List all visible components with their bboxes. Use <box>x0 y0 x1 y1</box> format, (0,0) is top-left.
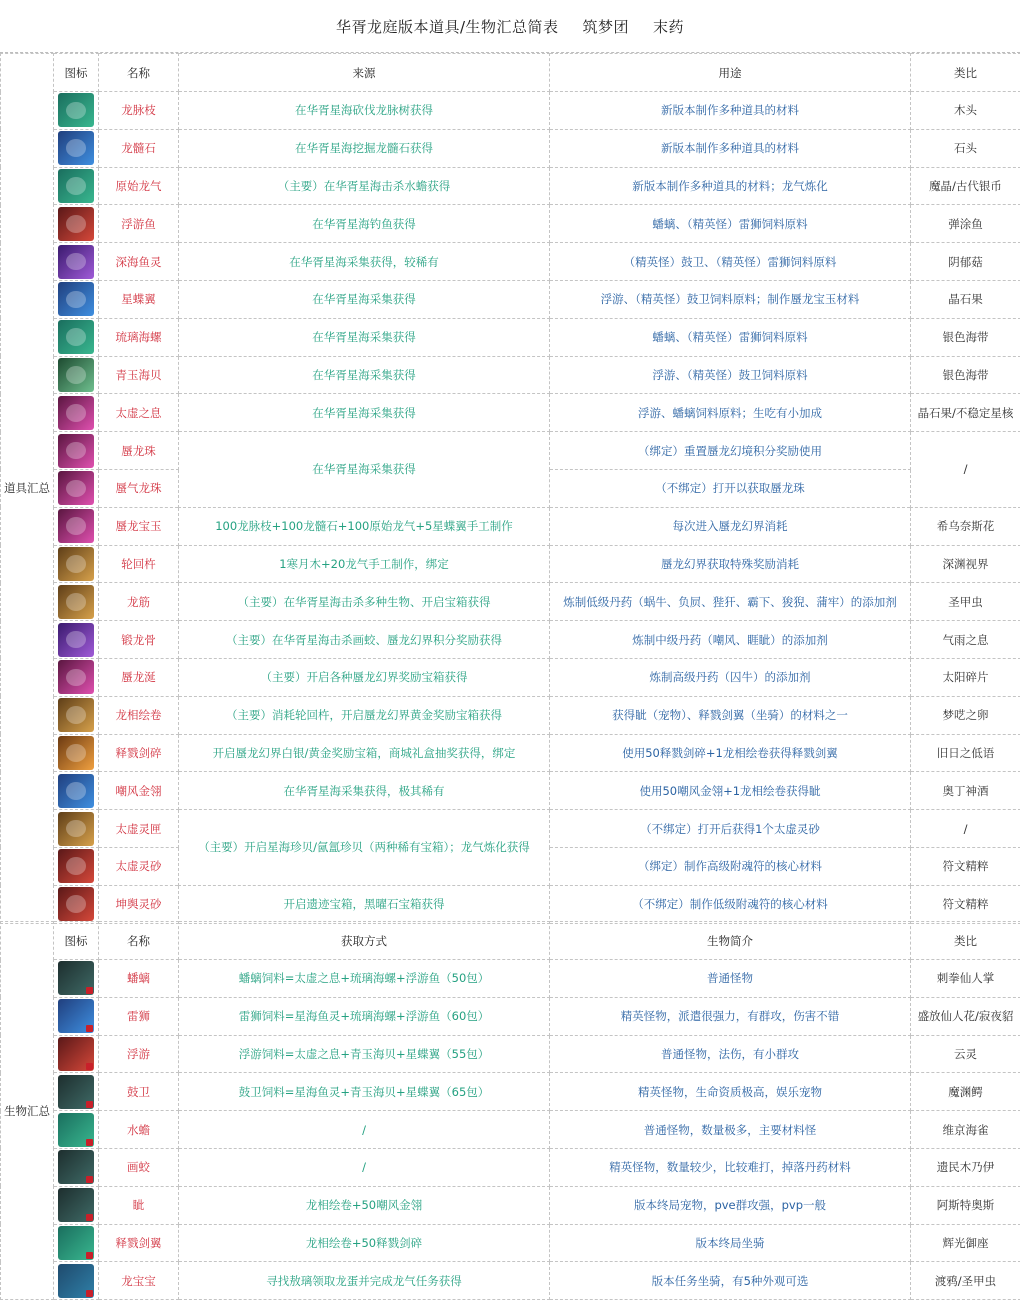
row-name: 太虚灵匣 <box>99 810 179 848</box>
row-source: / <box>179 1148 550 1186</box>
icon-cell <box>54 997 99 1035</box>
row-source: 在华胥星海钓鱼获得 <box>179 205 550 243</box>
creature-row <box>1 1224 1020 1262</box>
row-use: 精英怪物，生命资质极高，娱乐宠物 <box>550 1073 911 1111</box>
row-name: 释戮剑碎 <box>99 734 179 772</box>
row-source: 龙相绘卷+50释戮剑碎 <box>179 1224 550 1262</box>
row-category: 弹涂鱼 <box>911 205 1020 243</box>
row-source: 龙相绘卷+50嘲风金翎 <box>179 1186 550 1224</box>
row-use: （绑定）重置蜃龙幻境积分奖励使用 <box>550 432 911 470</box>
column-header-name: 名称 <box>99 922 179 960</box>
item-row <box>1 205 1020 243</box>
row-category: 符文精粹 <box>911 885 1020 923</box>
row-source: （主要）在华胥星海击杀多种生物、开启宝箱获得 <box>179 583 550 621</box>
item-row <box>1 658 1020 696</box>
tendon-icon <box>58 585 94 619</box>
row-name: 鼓卫 <box>99 1073 179 1111</box>
section-label: 道具汇总 <box>1 54 54 924</box>
column-header-use: 生物简介 <box>550 922 911 960</box>
branch-icon <box>58 93 94 127</box>
row-use: 炼制低级丹药（蜗牛、负屃、狴犴、霸下、狻猊、蒲牢）的添加剂 <box>550 583 911 621</box>
item-row <box>1 810 1020 848</box>
row-use: 精英怪物，派遣很强力，有群攻，伤害不错 <box>550 997 911 1035</box>
icon-cell <box>54 469 99 507</box>
fish-spirit-icon <box>58 245 94 279</box>
row-category: 辉光御座 <box>911 1224 1020 1262</box>
icon-cell <box>54 243 99 281</box>
row-name: 龙脉枝 <box>99 92 179 130</box>
row-use: 精英怪物，数量较少，比较难打，掉落丹药材料 <box>550 1148 911 1186</box>
row-source: 在华胥星海采集获得 <box>179 394 550 432</box>
item-row <box>1 432 1020 470</box>
row-name: 释戮剑翼 <box>99 1224 179 1262</box>
row-name: 星蝶翼 <box>99 280 179 318</box>
row-category: 银色海带 <box>911 356 1020 394</box>
item-row <box>1 129 1020 167</box>
row-use: 蟠螭、（精英怪）雷狮饲料原料 <box>550 205 911 243</box>
icon-cell <box>54 1073 99 1111</box>
row-category: 太阳碎片 <box>911 658 1020 696</box>
row-use: 浮游、蟠螭饲料原料；生吃有小加成 <box>550 394 911 432</box>
spirit-sand-icon <box>58 849 94 883</box>
row-use: 普通怪物，法伤，有小群攻 <box>550 1035 911 1073</box>
row-name: 雷狮 <box>99 997 179 1035</box>
item-row <box>1 167 1020 205</box>
creature-row <box>1 1148 1020 1186</box>
row-source: （主要）开启星海珍贝/氤氲珍贝（两种稀有宝箱）；龙气炼化获得 <box>179 810 550 886</box>
table-title: 华胥龙庭版本道具/生物汇总简表 <box>335 17 559 36</box>
icon-cell <box>54 280 99 318</box>
icon-cell <box>54 1262 99 1300</box>
icon-cell <box>54 621 99 659</box>
row-category: 旧日之低语 <box>911 734 1020 772</box>
page-title <box>0 0 1020 53</box>
row-category: 圣甲虫 <box>911 583 1020 621</box>
floater-icon <box>58 1037 94 1071</box>
butterfly-wing-icon <box>58 282 94 316</box>
icon-cell <box>54 167 99 205</box>
section-label: 生物汇总 <box>1 922 54 1300</box>
row-category: 深渊视界 <box>911 545 1020 583</box>
row-source: 在华胥星海采集获得，极其稀有 <box>179 772 550 810</box>
thunder-lion-icon <box>58 999 94 1033</box>
row-name: 龙髓石 <box>99 129 179 167</box>
row-category: 晶石果 <box>911 280 1020 318</box>
icon-cell <box>54 696 99 734</box>
row-category: 刺拳仙人掌 <box>911 960 1020 998</box>
sword-wing-icon <box>58 1226 94 1260</box>
row-use: 炼制中级丹药（嘲风、睚眦）的添加剂 <box>550 621 911 659</box>
row-use: 版本终局宠物，pve群攻强，pvp一般 <box>550 1186 911 1224</box>
row-name: 太虚灵砂 <box>99 847 179 885</box>
row-name: 画蛟 <box>99 1148 179 1186</box>
row-category: 银色海带 <box>911 318 1020 356</box>
item-row <box>1 621 1020 659</box>
row-name: 坤舆灵砂 <box>99 885 179 923</box>
creature-row <box>1 1186 1020 1224</box>
icon-cell <box>54 847 99 885</box>
icon-cell <box>54 960 99 998</box>
item-row <box>1 356 1020 394</box>
earth-sand-icon <box>58 887 94 921</box>
row-use: 版本任务坐骑，有5种外观可选 <box>550 1262 911 1300</box>
row-name: 浮游鱼 <box>99 205 179 243</box>
row-use: 获得眦（宠物）、释戮剑翼（坐骑）的材料之一 <box>550 696 911 734</box>
items-table <box>0 53 1020 924</box>
creature-row <box>1 1262 1020 1300</box>
creature-row <box>1 1073 1020 1111</box>
icon-cell <box>54 1148 99 1186</box>
column-header-use: 用途 <box>550 54 911 92</box>
row-name: 锻龙骨 <box>99 621 179 659</box>
creature-row <box>1 960 1020 998</box>
dragon-qi-icon <box>58 169 94 203</box>
row-category: / <box>911 432 1020 508</box>
drum-guard-icon <box>58 1075 94 1109</box>
row-use: （不绑定）制作低级附魂符的核心材料 <box>550 885 911 923</box>
row-use: 普通怪物 <box>550 960 911 998</box>
row-use: （绑定）制作高级附魂符的核心材料 <box>550 847 911 885</box>
orb-icon <box>58 396 94 430</box>
row-name: 深海鱼灵 <box>99 243 179 281</box>
row-category: 希乌奈斯花 <box>911 507 1020 545</box>
row-use: 浮游、（精英怪）鼓卫饲料原料 <box>550 356 911 394</box>
zi-icon <box>58 1188 94 1222</box>
row-use: 新版本制作多种道具的材料 <box>550 129 911 167</box>
icon-cell <box>54 507 99 545</box>
row-name: 龙筋 <box>99 583 179 621</box>
item-row <box>1 243 1020 281</box>
row-source: （主要）在华胥星海击杀水蟾获得 <box>179 167 550 205</box>
item-row <box>1 583 1020 621</box>
row-use: 普通怪物，数量极多，主要材料怪 <box>550 1111 911 1149</box>
baby-dragon-icon <box>58 1264 94 1298</box>
icon-cell <box>54 356 99 394</box>
row-source: 开启遗迹宝箱，黑曜石宝箱获得 <box>179 885 550 923</box>
row-name: 琉璃海螺 <box>99 318 179 356</box>
row-source: / <box>179 1111 550 1149</box>
row-use: （不绑定）打开以获取蜃龙珠 <box>550 469 911 507</box>
pearl-icon <box>58 434 94 468</box>
row-use: 浮游、（精英怪）鼓卫饲料原料；制作蜃龙宝玉材料 <box>550 280 911 318</box>
mirage-pearl-icon <box>58 471 94 505</box>
row-name: 嘲风金翎 <box>99 772 179 810</box>
icon-cell <box>54 129 99 167</box>
shell-icon <box>58 358 94 392</box>
row-use: 版本终局坐骑 <box>550 1224 911 1262</box>
item-row <box>1 696 1020 734</box>
pestle-icon <box>58 547 94 581</box>
water-toad-icon <box>58 1113 94 1147</box>
box-icon <box>58 812 94 846</box>
row-source: 在华胥星海砍伐龙脉树获得 <box>179 92 550 130</box>
row-source: 在华胥星海采集获得 <box>179 318 550 356</box>
row-source: 在华胥星海挖掘龙髓石获得 <box>179 129 550 167</box>
row-use: 使用50释戮剑碎+1龙相绘卷获得释戮剑翼 <box>550 734 911 772</box>
row-category: 魔晶/古代银币 <box>911 167 1020 205</box>
saliva-icon <box>58 660 94 694</box>
scroll-icon <box>58 698 94 732</box>
row-use: 新版本制作多种道具的材料；龙气炼化 <box>550 167 911 205</box>
bone-icon <box>58 623 94 657</box>
icon-cell <box>54 92 99 130</box>
row-category: 阿斯特奥斯 <box>911 1186 1020 1224</box>
item-row <box>1 318 1020 356</box>
row-name: 蜃龙珠 <box>99 432 179 470</box>
row-category: 奥丁神酒 <box>911 772 1020 810</box>
row-source: 蟠螭饲料=太虚之息+琉璃海螺+浮游鱼（50包） <box>179 960 550 998</box>
row-source: 雷狮饲料=星海鱼灵+琉璃海螺+浮游鱼（60包） <box>179 997 550 1035</box>
creature-row <box>1 1035 1020 1073</box>
row-use: （精英怪）鼓卫、（精英怪）雷狮饲料原料 <box>550 243 911 281</box>
icon-cell <box>54 1186 99 1224</box>
icon-cell <box>54 658 99 696</box>
creature-row <box>1 997 1020 1035</box>
row-category: 维京海雀 <box>911 1111 1020 1149</box>
row-source: 浮游饲料=太虚之息+青玉海贝+星蝶翼（55包） <box>179 1035 550 1073</box>
painted-jiao-icon <box>58 1150 94 1184</box>
row-name: 浮游 <box>99 1035 179 1073</box>
row-source: 在华胥星海采集获得 <box>179 432 550 508</box>
row-name: 龙宝宝 <box>99 1262 179 1300</box>
icon-cell <box>54 394 99 432</box>
row-source: 在华胥星海采集获得 <box>179 280 550 318</box>
row-use: （不绑定）打开后获得1个太虚灵砂 <box>550 810 911 848</box>
row-category: 气雨之息 <box>911 621 1020 659</box>
row-source: （主要）消耗轮回杵，开启蜃龙幻界黄金奖励宝箱获得 <box>179 696 550 734</box>
row-source: 寻找敖璃领取龙蛋并完成龙气任务获得 <box>179 1262 550 1300</box>
row-use: 每次进入蜃龙幻界消耗 <box>550 507 911 545</box>
row-name: 水蟾 <box>99 1111 179 1149</box>
row-name: 原始龙气 <box>99 167 179 205</box>
row-use: 新版本制作多种道具的材料 <box>550 92 911 130</box>
icon-cell <box>54 205 99 243</box>
column-header-source: 来源 <box>179 54 550 92</box>
row-category: 晶石果/不稳定星核 <box>911 394 1020 432</box>
row-category: 盛放仙人花/寂夜貂 <box>911 997 1020 1035</box>
row-category: 阴郁菇 <box>911 243 1020 281</box>
row-source: 在华胥星海采集获得 <box>179 356 550 394</box>
column-header-category: 类比 <box>911 54 1020 92</box>
row-category: 遗民木乃伊 <box>911 1148 1020 1186</box>
item-row <box>1 394 1020 432</box>
column-header-category: 类比 <box>911 922 1020 960</box>
row-category: 渡鸦/圣甲虫 <box>911 1262 1020 1300</box>
author-name: 末药 <box>653 17 685 36</box>
row-category: 石头 <box>911 129 1020 167</box>
row-name: 轮回杵 <box>99 545 179 583</box>
group-name: 筑梦团 <box>582 17 630 36</box>
item-row <box>1 280 1020 318</box>
row-use: 蟠螭、（精英怪）雷狮饲料原料 <box>550 318 911 356</box>
icon-cell <box>54 545 99 583</box>
row-name: 蜃龙宝玉 <box>99 507 179 545</box>
item-row <box>1 545 1020 583</box>
item-row <box>1 507 1020 545</box>
item-row <box>1 734 1020 772</box>
icon-cell <box>54 318 99 356</box>
column-header-source: 获取方式 <box>179 922 550 960</box>
row-name: 青玉海贝 <box>99 356 179 394</box>
column-header-name: 名称 <box>99 54 179 92</box>
icon-cell <box>54 734 99 772</box>
fish-icon <box>58 207 94 241</box>
creatures-table <box>0 921 1020 1300</box>
icon-cell <box>54 583 99 621</box>
column-header-icon: 图标 <box>54 922 99 960</box>
item-row <box>1 885 1020 923</box>
row-name: 龙相绘卷 <box>99 696 179 734</box>
icon-cell <box>54 1035 99 1073</box>
row-source: 开启蜃龙幻界白银/黄金奖励宝箱，商城礼盒抽奖获得，绑定 <box>179 734 550 772</box>
sword-shard-icon <box>58 736 94 770</box>
icon-cell <box>54 1111 99 1149</box>
row-category: 木头 <box>911 92 1020 130</box>
row-category: 符文精粹 <box>911 847 1020 885</box>
icon-cell <box>54 810 99 848</box>
row-use: 使用50嘲风金翎+1龙相绘卷获得眦 <box>550 772 911 810</box>
row-source: 在华胥星海采集获得，较稀有 <box>179 243 550 281</box>
crystal-icon <box>58 131 94 165</box>
panchi-icon <box>58 961 94 995</box>
row-source: 鼓卫饲料=星海鱼灵+青玉海贝+星蝶翼（65包） <box>179 1073 550 1111</box>
row-name: 蜃气龙珠 <box>99 469 179 507</box>
icon-cell <box>54 432 99 470</box>
row-name: 太虚之息 <box>99 394 179 432</box>
jade-icon <box>58 509 94 543</box>
icon-cell <box>54 885 99 923</box>
row-category: 魔渊鳄 <box>911 1073 1020 1111</box>
creature-row <box>1 1111 1020 1149</box>
icon-cell <box>54 772 99 810</box>
row-source: 1寒月木+20龙气手工制作，绑定 <box>179 545 550 583</box>
column-header-icon: 图标 <box>54 54 99 92</box>
golden-feather-icon <box>58 774 94 808</box>
item-row <box>1 772 1020 810</box>
row-category: 梦呓之卵 <box>911 696 1020 734</box>
row-source: （主要）开启各种蜃龙幻界奖励宝箱获得 <box>179 658 550 696</box>
conch-icon <box>58 320 94 354</box>
row-source: 100龙脉枝+100龙髓石+100原始龙气+5星蝶翼手工制作 <box>179 507 550 545</box>
row-category: / <box>911 810 1020 848</box>
row-source: （主要）在华胥星海击杀画蛟、蜃龙幻界积分奖励获得 <box>179 621 550 659</box>
row-use: 蜃龙幻界获取特殊奖励消耗 <box>550 545 911 583</box>
row-use: 炼制高级丹药（囚牛）的添加剂 <box>550 658 911 696</box>
item-row <box>1 92 1020 130</box>
row-name: 眦 <box>99 1186 179 1224</box>
row-category: 云灵 <box>911 1035 1020 1073</box>
row-name: 蜃龙涎 <box>99 658 179 696</box>
icon-cell <box>54 1224 99 1262</box>
row-name: 蟠螭 <box>99 960 179 998</box>
